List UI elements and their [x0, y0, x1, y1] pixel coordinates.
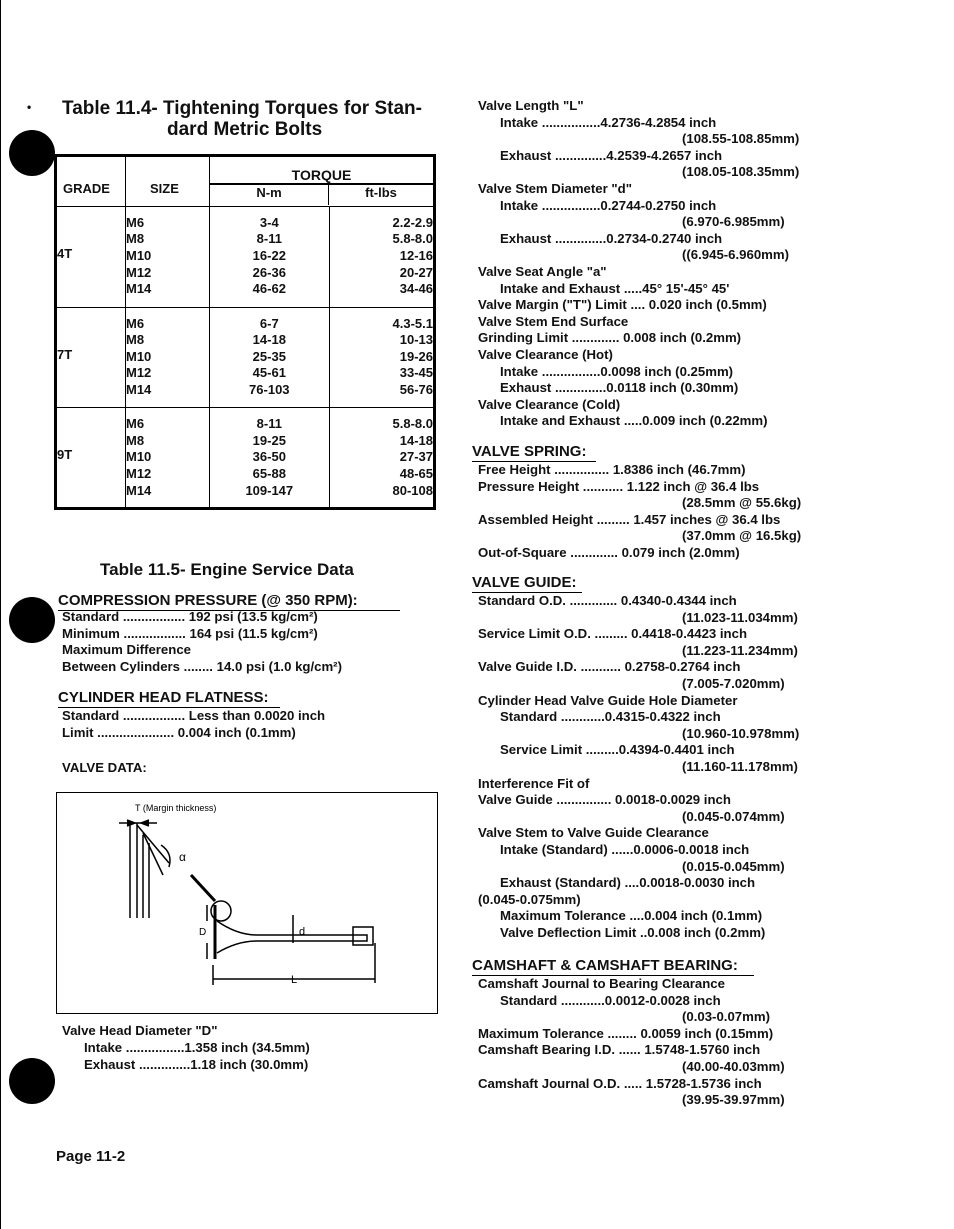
- binder-hole-middle: [9, 597, 55, 643]
- torque-group-row: [56, 307, 435, 408]
- torque-cell: 14-18: [399, 432, 433, 448]
- spec-line: Standard ............0.4315-0.4322 inch: [500, 709, 721, 725]
- spec-line: Free Height ............... 1.8386 inch (46.7mm): [478, 462, 746, 477]
- spec-line: Valve Margin ("T") Limit .... 0.020 inch (0.5mm): [478, 297, 767, 313]
- page-number: Page 11-2: [56, 1148, 126, 1165]
- torque-cell: M8: [126, 332, 145, 348]
- diagram-alpha: α: [179, 850, 186, 864]
- head-torque-group: [210, 156, 435, 207]
- valve-head-intake: Intake ................1.358 inch (34.5mm): [84, 1040, 310, 1055]
- spec-line: (0.045-0.075mm): [478, 891, 581, 907]
- spec-line: Out-of-Square ............. 0.079 inch (2.0mm): [478, 545, 740, 560]
- spec-line: (11.160-11.178mm): [682, 759, 798, 774]
- torque-cell: 5.8-8.0: [392, 231, 433, 247]
- torque-cell: M12: [126, 264, 152, 280]
- torque-cell: M6: [126, 416, 145, 432]
- spec-line: Maximum Tolerance ....0.004 inch (0.1mm): [500, 908, 763, 924]
- head-nm: N-m: [210, 185, 329, 205]
- spec-line: Exhaust ..............0.0118 inch (0.30mm): [500, 380, 739, 396]
- torque-cell: 46-62: [252, 281, 286, 297]
- torque-cell: 5.8-8.0: [392, 416, 433, 432]
- binder-hole-bottom: [9, 1058, 55, 1104]
- spec-line: (37.0mm @ 16.5kg): [682, 528, 802, 544]
- diagram-t-label: T (Margin thickness): [135, 803, 217, 813]
- spec-line: Service Limit O.D. ......... 0.4418-0.4423 inch: [478, 626, 748, 642]
- spec-line: Valve Guide ............... 0.0018-0.0029 inch: [478, 792, 731, 808]
- spec-line: Cylinder Head Valve Guide Hole Diameter: [478, 692, 738, 708]
- torque-cell: M14: [126, 381, 152, 397]
- valve-drawing: [57, 793, 437, 1013]
- title-line-1: Table 11.4- Tightening Torques for Stan-: [62, 98, 422, 119]
- compression-heading: COMPRESSION PRESSURE (@ 350 RPM):: [58, 592, 358, 609]
- spec-line: Pressure Height ........... 1.122 inch @ 36.4 lbs: [478, 478, 760, 494]
- grade-label: 4T: [57, 245, 73, 261]
- spec-line: (6.970-6.985mm): [682, 214, 785, 230]
- spec-line: Valve Guide I.D. ........... 0.2758-0.2764 inch: [478, 659, 741, 675]
- camshaft-heading: CAMSHAFT & CAMSHAFT BEARING:: [472, 957, 738, 974]
- torque-cell: M6: [126, 214, 145, 230]
- spec-line: (11.223-11.234mm): [682, 642, 798, 658]
- torque-cell: 76-103: [249, 381, 290, 397]
- spec-line: Standard ............0.0012-0.0028 inch: [500, 992, 721, 1008]
- torque-cell: M10: [126, 348, 152, 364]
- torque-group-row: [56, 408, 435, 509]
- torque-cell: M12: [126, 466, 152, 482]
- compression-standard: Standard ................. 192 psi (13.5 kg/cm²): [62, 609, 318, 624]
- spec-line: (108.55-108.85mm): [682, 131, 800, 147]
- torque-cell: M8: [126, 231, 145, 247]
- title-line-2: dard Metric Bolts: [167, 119, 323, 140]
- spec-line: (0.03-0.07mm): [682, 1009, 770, 1025]
- spec-line: Camshaft Journal O.D. ..... 1.5728-1.5736 inch: [478, 1075, 762, 1091]
- compression-between: Between Cylinders ........ 14.0 psi (1.0 kg/cm²): [62, 659, 342, 674]
- compression-minimum: Minimum ................. 164 psi (11.5 kg/cm²): [62, 626, 318, 641]
- valve-diagram: [56, 792, 438, 1014]
- spec-line: (0.045-0.074mm): [682, 808, 785, 824]
- torque-cell: 8-11: [256, 416, 282, 432]
- spec-line: Grinding Limit ............. 0.008 inch (0.2mm): [478, 330, 742, 346]
- valve-data-heading: VALVE DATA:: [62, 760, 147, 775]
- spec-line: ((6.945-6.960mm): [682, 247, 790, 263]
- spec-line: Intake ................4.2736-4.2854 inch: [500, 114, 717, 130]
- spec-line: Valve Clearance (Cold): [478, 396, 621, 412]
- torque-cell: 27-37: [399, 449, 433, 465]
- torque-table: [54, 154, 436, 510]
- diagram-L: L: [291, 974, 298, 986]
- grade-label: 7T: [57, 346, 73, 362]
- table-11-5-title: Table 11.5- Engine Service Data: [100, 560, 354, 579]
- spec-line: (11.023-11.034mm): [682, 609, 798, 625]
- torque-group-row: [56, 206, 435, 307]
- spec-line: Camshaft Bearing I.D. ...... 1.5748-1.5760 inch: [478, 1042, 761, 1058]
- spec-line: Camshaft Journal to Bearing Clearance: [478, 976, 725, 991]
- torque-cell: M12: [126, 365, 152, 381]
- torque-cell: M6: [126, 315, 145, 331]
- compression-max-diff: Maximum Difference: [62, 642, 191, 657]
- torque-cell: 20-27: [399, 264, 433, 280]
- head-grade: GRADE: [56, 156, 126, 207]
- torque-cell: 3-4: [259, 214, 279, 230]
- spec-line: Valve Stem to Valve Guide Clearance: [478, 825, 709, 841]
- torque-cell: 6-7: [259, 315, 279, 331]
- spec-line: Intake and Exhaust .....0.009 inch (0.22mm): [500, 413, 768, 429]
- torque-cell: 80-108: [392, 482, 433, 498]
- valve-head-diameter: Valve Head Diameter "D": [62, 1023, 218, 1038]
- torque-cell: M14: [126, 482, 152, 498]
- flatness-standard: Standard ................. Less than 0.0020 inch: [62, 708, 326, 723]
- spec-line: Service Limit .........0.4394-0.4401 inch: [500, 742, 735, 758]
- spec-line: Valve Stem Diameter "d": [478, 181, 632, 196]
- torque-cell: 36-50: [252, 449, 286, 465]
- spec-line: Intake ................0.0098 inch (0.25mm): [500, 363, 734, 379]
- torque-cell: 56-76: [399, 381, 433, 397]
- binder-hole-top: [9, 130, 55, 176]
- torque-cell: 34-46: [399, 281, 433, 297]
- bullet-mark: •: [27, 100, 32, 114]
- spec-line: (39.95-39.97mm): [682, 1092, 785, 1108]
- spec-line: Valve Deflection Limit ..0.008 inch (0.2mm): [500, 925, 766, 940]
- diagram-D: D: [199, 927, 207, 938]
- valve-guide-heading: VALVE GUIDE:: [472, 574, 577, 591]
- torque-cell: 109-147: [245, 482, 294, 498]
- spec-line: Assembled Height ......... 1.457 inches @ 36.4 lbs: [478, 511, 781, 527]
- torque-cell: 2.2-2.9: [392, 214, 433, 230]
- spec-line: Interference Fit of: [478, 775, 590, 791]
- torque-cell: 19-25: [252, 432, 286, 448]
- flatness-heading: CYLINDER HEAD FLATNESS:: [58, 689, 269, 706]
- spec-line: Intake (Standard) ......0.0006-0.0018 inch: [500, 842, 750, 857]
- torque-cell: 16-22: [252, 248, 286, 264]
- diagram-d: d: [299, 926, 306, 938]
- spec-line: Exhaust (Standard) ....0.0018-0.0030 inch: [500, 875, 756, 891]
- torque-cell: 25-35: [252, 348, 286, 364]
- spec-line: (40.00-40.03mm): [682, 1059, 785, 1074]
- spec-line: Exhaust ..............0.2734-0.2740 inch: [500, 230, 723, 246]
- valve-head-exhaust: Exhaust ..............1.18 inch (30.0mm): [84, 1057, 309, 1072]
- torque-cell: 48-65: [399, 466, 433, 482]
- spec-line: Standard O.D. ............. 0.4340-0.4344 inch: [478, 593, 737, 608]
- spec-line: (28.5mm @ 55.6kg): [682, 495, 802, 511]
- torque-cell: 8-11: [256, 231, 282, 247]
- spec-line: Valve Seat Angle "a": [478, 264, 607, 279]
- head-torque: TORQUE: [210, 157, 433, 185]
- head-ftlbs: ft-lbs: [365, 185, 397, 200]
- spec-line: Intake and Exhaust .....45° 15'-45° 45': [500, 280, 730, 296]
- grade-label: 9T: [57, 447, 73, 463]
- torque-cell: M10: [126, 248, 152, 264]
- spec-line: Valve Clearance (Hot): [478, 347, 613, 362]
- torque-cell: 12-16: [399, 248, 433, 264]
- spec-line: (10.960-10.978mm): [682, 725, 800, 741]
- spec-line: Valve Length "L": [478, 98, 584, 113]
- torque-cell: 33-45: [399, 365, 433, 381]
- torque-cell: 19-26: [399, 348, 433, 364]
- page-left-border: [0, 0, 1, 1229]
- torque-cell: M8: [126, 432, 145, 448]
- table-11-4-title: [62, 98, 452, 140]
- torque-cell: 14-18: [252, 332, 286, 348]
- spec-line: Maximum Tolerance ........ 0.0059 inch (0.15mm): [478, 1025, 774, 1041]
- torque-cell: 45-61: [252, 365, 286, 381]
- spec-line: (7.005-7.020mm): [682, 676, 785, 691]
- torque-cell: 65-88: [252, 466, 286, 482]
- spec-line: (0.015-0.045mm): [682, 858, 785, 874]
- torque-cell: 26-36: [252, 264, 286, 280]
- spec-line: Valve Stem End Surface: [478, 313, 629, 329]
- spec-line: Exhaust ..............4.2539-4.2657 inch: [500, 147, 723, 163]
- head-size: SIZE: [126, 156, 210, 207]
- spec-line: (108.05-108.35mm): [682, 164, 800, 180]
- spec-line: Intake ................0.2744-0.2750 inch: [500, 197, 717, 213]
- valve-spring-heading: VALVE SPRING:: [472, 443, 587, 460]
- torque-cell: 10-13: [399, 332, 433, 348]
- torque-cell: 4.3-5.1: [392, 315, 433, 331]
- torque-cell: M10: [126, 449, 152, 465]
- flatness-limit: Limit ..................... 0.004 inch (0.1mm): [62, 725, 296, 740]
- torque-cell: M14: [126, 281, 152, 297]
